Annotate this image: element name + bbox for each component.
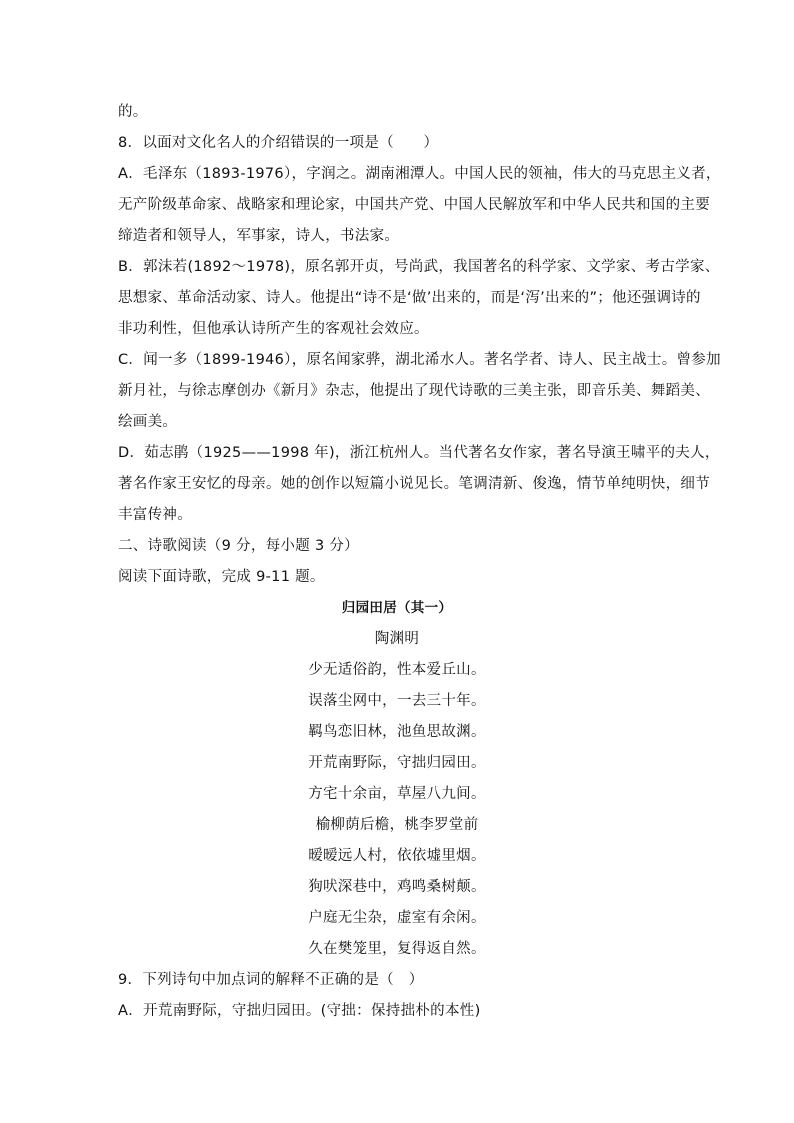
- poem-title: 归园田居（其一）: [341, 600, 453, 616]
- previous-question-tail: 的。: [118, 104, 148, 120]
- q9-option-a: A．开荒南野际，守拙归园田。(守拙：保持拙朴的本性): [118, 1003, 481, 1019]
- q8-option-b-line-1: B．郭沫若(1892～1978)，原名郭开贞，号尚武，我国著名的科学家、文学家、考古学家、: [118, 259, 720, 275]
- section-2-instruction: 阅读下面诗歌，完成 9-11 题。: [118, 569, 325, 585]
- poem-line: 狗吠深巷中，鸡鸣桑树颠。: [308, 879, 486, 895]
- poem-line: 暧暧远人村，依依墟里烟。: [308, 848, 486, 864]
- q8-option-d-line-1: D．茹志鹃（1925——1998 年)，浙江杭州人。当代著名女作家，著名导演王啸平的夫人，: [118, 445, 720, 461]
- q8-option-b-line-2: 思想家、革命活动家、诗人。他提出“诗不是‘做’出来的，而是‘泻’出来的”；他还强调诗的: [118, 290, 701, 306]
- q8-option-d-line-2: 著名作家王安忆的母亲。她的创作以短篇小说见长。笔调清新、俊逸，情节单纯明快，细节: [118, 476, 710, 492]
- question-9-stem: 9．下列诗句中加点词的解释不正确的是（ ）: [118, 972, 424, 988]
- q8-option-a-line-3: 缔造者和领导人，军事家，诗人，书法家。: [118, 228, 400, 244]
- q8-option-c-line-2: 新月社，与徐志摩创办《新月》杂志，他提出了现代诗歌的三美主张，即音乐美、舞蹈美、: [118, 383, 710, 399]
- poem-author: 陶渊明: [374, 631, 420, 647]
- q8-option-b-line-3: 非功利性，但他承认诗所产生的客观社会效应。: [118, 321, 429, 337]
- poem-line: 久在樊笼里，复得返自然。: [308, 941, 486, 957]
- poem-line: 方宅十余亩，草屋八九间。: [308, 786, 486, 802]
- q8-option-c-line-3: 绘画美。: [118, 414, 178, 430]
- poem-line: 羁鸟恋旧林，池鱼思故渊。: [308, 724, 486, 740]
- q8-option-a-line-1: A．毛泽东（1893-1976），字润之。湖南湘潭人。中国人民的领袖，伟大的马克思主义者，: [118, 166, 721, 182]
- poem-line: 误落尘网中，一去三十年。: [308, 693, 486, 709]
- poem-line: 户庭无尘杂，虚室有余闲。: [308, 910, 486, 926]
- question-8-stem: 8．以面对文化名人的介绍错误的一项是（ ）: [118, 135, 439, 151]
- poem-line: 少无适俗韵，性本爱丘山。: [308, 662, 486, 678]
- poem-line: 开荒南野际，守拙归园田。: [308, 755, 486, 771]
- q8-option-d-line-3: 丰富传神。: [118, 507, 192, 523]
- q8-option-a-line-2: 无产阶级革命家、战略家和理论家，中国共产党、中国人民解放军和中华人民共和国的主要: [118, 197, 710, 213]
- q8-option-c-line-1: C．闻一多（1899-1946），原名闻家骅，湖北浠水人。著名学者、诗人、民主战士。曾参加: [118, 352, 721, 368]
- poem-line: 榆柳荫后檐，桃李罗堂前: [315, 817, 479, 833]
- section-2-heading: 二、诗歌阅读（9 分，每小题 3 分）: [118, 538, 359, 554]
